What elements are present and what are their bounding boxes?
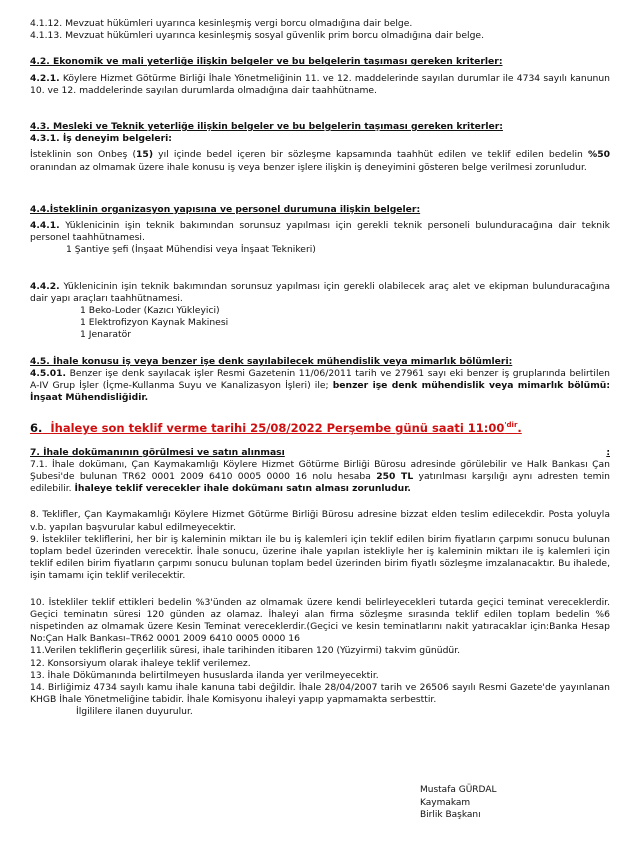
item-text: Benzer işe denk sayılacak işler Resmi Gazetenin 11/06/2011 tarih ve 27961 sayı eki benzer iş gruplarında belirtilen A-IV Grup İşler (İçme-Kullanma Suyu ve Kanalizasyon İşleri) ile; xyxy=(30,367,610,392)
item-number: 4.4.2. xyxy=(30,280,60,292)
item-4-4-1 xyxy=(30,220,610,244)
heading-text: 7. İhale dokümanının görülmesi ve satın alınması xyxy=(30,446,285,458)
text-part: yatırılması karşılığı aynı adresten temin edilebilir. xyxy=(30,470,610,495)
heading-4-5: 4.5. İhale konusu iş veya benzer işe denk sayılabilecek mühendislik veya mimarlık bölümleri: xyxy=(30,355,513,367)
text-bold: İhaleye teklif verecekler ihale dokümanı satın alması zorunludur. xyxy=(74,483,411,495)
item-4-3-1: 4.3.1. İş deneyim belgeleri: xyxy=(30,133,172,145)
text-part: İsteklinin son Onbeş ( xyxy=(30,149,137,161)
item-text: Yüklenicinin işin teknik bakımından sorunsuz yapılması için gerekli teknik personeli bulunduracağına dair teknik personel taahhütnamesi. xyxy=(30,220,610,244)
text-part: 7.1. İhale dokümanı, Çan Kaymakamlığı Köylere Hizmet Götürme Birliği Bürosu adresinde görülebilir ve Halk Bankası Çan Şubesi'de bulunan TR62 0001 2009 6410 0005 0000 16 nolu hesaba xyxy=(30,458,610,482)
text-bold: 15) xyxy=(136,149,154,161)
item-number: 4.2.1. xyxy=(30,72,60,84)
item-4-1-12: 4.1.12. Mevzuat hükümleri uyarınca kesinleşmiş vergi borcu olmadığına dair belge. xyxy=(30,18,413,29)
item-text-bold: benzer işe denk mühendislik veya mimarlık bölümü: İnşaat Mühendisliğidir. xyxy=(30,380,610,404)
text-part: oranından az olmamak üzere ihale konusu iş veya benzer işlere ilişkin iş deneyimini gösteren belge verilmesi zorunludur. xyxy=(30,161,587,173)
item-4-4-2 xyxy=(30,281,610,305)
list-item: 1 Beko-Loder (Kazıcı Yükleyici) xyxy=(80,305,220,317)
closing-line: İlgililere ilanen duyurulur. xyxy=(76,706,193,718)
signatory-title: Kaymakam xyxy=(420,797,471,808)
heading-4-2: 4.2. Ekonomik ve mali yeterliğe ilişkin belgeler ve bu belgelerin taşıması gereken kriterler: xyxy=(30,56,503,68)
item-9: 9. İstekliler tekliflerini, her bir iş kaleminin miktarı ile bu iş kalemleri için teklif edilen birim fiyatların çarpımı sonucu bulunan toplam bedel üzerinden verecektir. İhale sonucu, üzerine ihale yapılan istekliyle her iş kaleminin miktarı ile iş kalemleri için teklif edilen birim fiyatların çarpımı sonucu bulunan toplam bedel üzerinden birim fiyatlı sözleşme imzalanacaktır. Bu ihalede, işin tamamı için teklif verilecektir. xyxy=(30,533,610,582)
item-text: Köylere Hizmet Götürme Birliği İhale Yönetmeliğinin 11. ve 12. maddelerinde sayılan durumlar ile 4734 sayılı kanunun 10. ve 12. maddelerinde sayılan durumlarda olmadığına dair taahhütname. xyxy=(30,72,610,96)
item-number: 4.4.1. xyxy=(30,220,60,232)
text-bold: %50 xyxy=(588,149,610,161)
item-8: 8. Teklifler, Çan Kaymakamlığı Köylere Hizmet Götürme Birliği Bürosu adresine bizzat elden teslim edilecekdir. Posta yoluyla v.b. yapılan başvurular kabul edilmeyecektir. xyxy=(30,509,610,533)
list-item: 1 Jenaratör xyxy=(80,329,131,341)
item-4-1-13: 4.1.13. Mevzuat hükümleri uyarınca kesinleşmiş sosyal güvenlik prim borcu olmadığına dair belge. xyxy=(30,30,484,42)
text-bold: 250 TL xyxy=(376,470,414,482)
document-body xyxy=(30,18,610,719)
heading-7 xyxy=(30,447,610,459)
item-10: 10. İstekliler teklif ettikleri bedelin %3'ünden az olmamak üzere kendi belirleyecekleri tutarda geçici teminat vereceklerdir. Geçici teminatın süresi 120 günden az olamaz. İhaleyi alan firma sözleşme sırasında teklif edilen toplam bedelin %6 nispetinden az olmamak üzere Kesin Teminat vereceklerdir.(Geçici ve kesin teminatlarını nakit yatıracaklar için:Banka Hesap No:Çan Halk Bankası–TR62 0001 2009 6410 0005 0000 16 xyxy=(30,596,610,645)
signature-block xyxy=(420,784,497,822)
signatory-role: Birlik Başkanı xyxy=(420,810,481,820)
item-4-2-1 xyxy=(30,73,610,97)
text-part: yıl içinde bedel içeren bir sözleşme kapsamında taahhüt edilen ve teklif edilen bedelin xyxy=(153,149,588,161)
deadline-suffix: 'dir xyxy=(504,421,518,430)
heading-4-3: 4.3. Mesleki ve Teknik yeterliğe ilişkin belgeler ve bu belgelerin taşıması gereken kriterler: xyxy=(30,121,503,133)
item-number: 4.5.01. xyxy=(30,367,67,379)
list-item: 1 Elektrofizyon Kaynak Makinesi xyxy=(80,317,229,329)
item-14: 14. Birliğimiz 4734 sayılı kamu ihale kanuna tabi değildir. İhale 28/04/2007 tarih ve 26506 sayılı Resmi Gazete'de yayınlanan KHGB İhale Yönetmeliğine tabidir. İhale Komisyonu ihaleyi yapıp yapmamakta serbesttir. xyxy=(30,681,610,706)
signatory-name: Mustafa GÜRDAL xyxy=(420,785,497,795)
item-text: Yüklenicinin işin teknik bakımından sorunsuz yapılması için gerekli olabilecek araç alet ve ekipman bulunduracağına dair yapı araçları taahhütnamesi. xyxy=(30,280,610,304)
item-4-5-01 xyxy=(30,368,610,405)
heading-colon: : xyxy=(606,446,610,458)
heading-4-4: 4.4.İsteklinin organizasyon yapısına ve personel durumuna ilişkin belgeler: xyxy=(30,203,421,215)
item-12: 12. Konsorsiyum olarak ihaleye teklif verilemez. xyxy=(30,657,251,669)
item-4-3-1-text xyxy=(30,149,610,173)
list-item: 1 Şantiye şefi (İnşaat Mühendisi veya İnşaat Teknikeri) xyxy=(66,244,316,256)
item-6-deadline xyxy=(30,418,610,436)
item-13: 13. İhale Dökümanında belirtilmeyen hususlarda ilanda yer verilmeyecektir. xyxy=(30,669,379,681)
deadline-text: İhaleye son teklif verme tarihi 25/08/2022 Perşembe günü saati 11:00 xyxy=(50,421,505,436)
deadline-end: . xyxy=(517,421,522,436)
item-number: 6. xyxy=(30,421,43,436)
item-11: 11.Verilen tekliflerin geçerlilik süresi, ihale tarihinden itibaren 120 (Yüzyirmi) takvim günüdür. xyxy=(30,645,461,657)
item-7-1 xyxy=(30,459,610,496)
